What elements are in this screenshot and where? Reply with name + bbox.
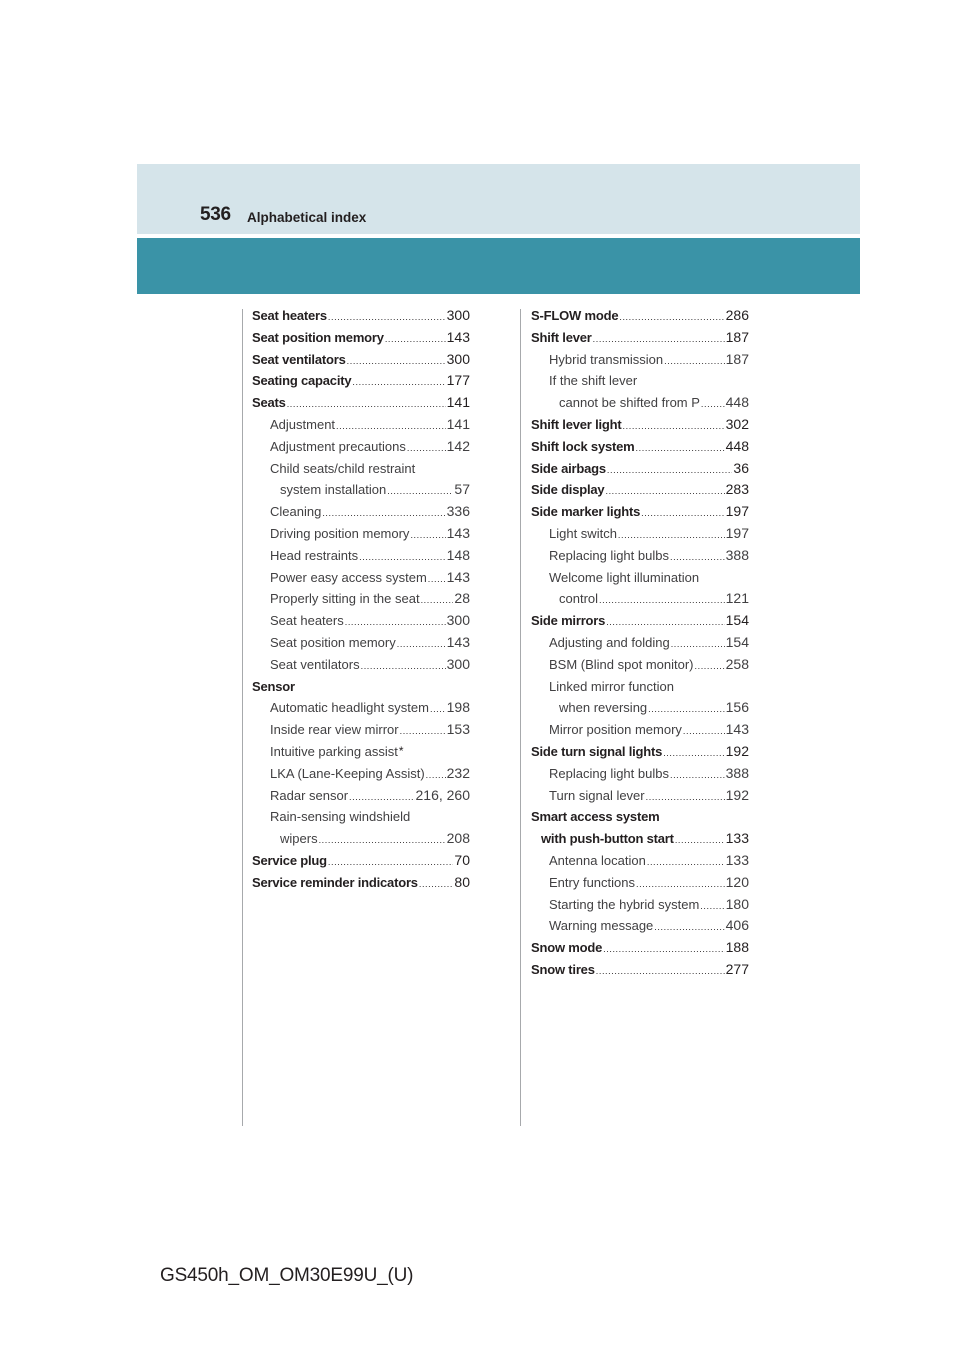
index-entry-adjustment-precautions: [252, 436, 470, 458]
index-entry-mirror-position-memory: [531, 719, 749, 741]
dot-leader: [352, 372, 445, 394]
entry-page-number: 148: [446, 546, 470, 563]
manual-code: GS450h_OM_OM30E99U_(U): [160, 1265, 414, 1286]
entry-page-number: 300: [446, 612, 470, 629]
index-entry-automatic-headlight-system: [252, 697, 470, 719]
entry-page-number: 141: [446, 394, 470, 411]
entry-page-number: 300: [446, 655, 470, 672]
dot-leader: [670, 547, 725, 569]
index-entry-seat-ventilators: [252, 349, 470, 371]
index-entry-warning-message: [531, 915, 749, 937]
entry-page-number: 300: [446, 307, 470, 323]
entry-page-number: 57: [454, 481, 470, 498]
entry-page-number: 198: [446, 699, 470, 716]
index-entry-service-reminder-indicators: [252, 872, 470, 894]
entry-term: when reversing: [559, 700, 648, 716]
entry-term: Mirror position memory: [549, 722, 682, 738]
dot-leader: [385, 329, 446, 351]
index-entry-antenna-location: [531, 850, 749, 872]
index-entry-cleaning: [252, 501, 470, 523]
entry-page-number: 156: [725, 699, 749, 716]
entry-term: S-FLOW mode: [531, 308, 619, 323]
index-entry-replacing-light-bulbs: [531, 763, 749, 785]
entry-page-number: 192: [725, 786, 749, 803]
dot-leader: [322, 503, 445, 525]
entry-term: Head restraints: [270, 547, 359, 563]
dot-leader: [675, 830, 725, 852]
entry-term: Shift lever: [531, 329, 592, 345]
entry-term: Power easy access system: [270, 569, 427, 585]
entry-term: Sensor: [252, 678, 295, 694]
index-entry-hybrid-transmission: [531, 349, 749, 371]
dot-leader: [359, 547, 445, 569]
entry-term: Warning message: [549, 918, 654, 934]
entry-page-number: 302: [725, 415, 749, 432]
dot-leader: [319, 830, 446, 852]
entry-page-number: 143: [446, 633, 470, 650]
dot-leader: [603, 939, 724, 961]
dot-leader: [606, 612, 724, 634]
index-entry-snow-mode: [531, 937, 749, 959]
entry-term: Adjusting and folding: [549, 634, 670, 650]
entry-term: Starting the hybrid system: [549, 896, 700, 912]
dot-leader: [648, 699, 724, 721]
entry-page-number: 28: [454, 590, 470, 607]
right-column-rule: [520, 309, 521, 1126]
entry-term: Shift lock system: [531, 438, 635, 454]
dot-leader: [596, 961, 725, 983]
index-entry-replacing-light-bulbs: [531, 545, 749, 567]
dot-leader: [607, 460, 733, 482]
dot-leader: [328, 852, 454, 874]
dot-leader: [328, 307, 446, 329]
index-entry-seats: [252, 392, 470, 414]
entry-term: Seat heaters: [252, 308, 327, 323]
dot-leader: [426, 765, 446, 787]
index-entry-entry-functions: [531, 872, 749, 894]
entry-term: Properly sitting in the seat: [270, 591, 420, 607]
entry-term: Light switch: [549, 525, 617, 541]
index-entry-lka-lane-keeping-assist: [252, 763, 470, 785]
dot-leader: [428, 569, 446, 591]
index-entry-inside-rear-view-mirror: [252, 719, 470, 741]
entry-term: Replacing light bulbs: [549, 765, 669, 781]
dot-leader: [636, 874, 725, 896]
dot-leader: [421, 590, 454, 612]
index-entry-side-mirrors: [531, 610, 749, 632]
entry-term: Service reminder indicators: [252, 874, 418, 890]
entry-term: with push-button start: [541, 831, 674, 847]
entry-term: Hybrid transmission: [549, 351, 664, 367]
entry-page-number: 154: [725, 612, 749, 629]
entry-page-number: 121: [725, 590, 749, 607]
index-entry-radar-sensor: [252, 785, 470, 807]
dot-leader: [349, 787, 414, 809]
entry-term: Intuitive parking assist: [270, 743, 398, 759]
dot-leader: [599, 590, 725, 612]
entry-term: cannot be shifted from P: [559, 395, 700, 411]
index-entry-seating-capacity: [252, 370, 470, 392]
index-entry-system-installation: [252, 479, 470, 501]
index-entry-turn-signal-lever: [531, 785, 749, 807]
dot-leader: [410, 525, 445, 547]
entry-page-number: 388: [725, 546, 749, 563]
entry-page-number: 188: [725, 939, 749, 956]
dot-leader: [701, 394, 725, 416]
dot-leader: [605, 481, 724, 503]
index-entry-seat-heaters: [252, 610, 470, 632]
entry-page-number: 143: [725, 721, 749, 738]
entry-page-number: 187: [725, 350, 749, 367]
entry-page-number: 406: [725, 917, 749, 934]
dot-leader: [336, 416, 446, 438]
index-entry-wipers: [252, 828, 470, 850]
entry-page-number: 143: [446, 328, 470, 345]
index-entry-seat-heaters: [252, 305, 470, 327]
entry-term: Seating capacity: [252, 373, 352, 389]
dot-leader: [387, 481, 453, 503]
entry-page-number: 154: [725, 633, 749, 650]
entry-term: Seats: [252, 395, 286, 411]
left-column-rule: [242, 309, 243, 1126]
index-entry-adjusting-and-folding: [531, 632, 749, 654]
index-entry-when-reversing: [531, 697, 749, 719]
entry-page-number: 286: [725, 307, 749, 323]
index-entry-side-airbags: [531, 458, 749, 480]
page-number: 536: [200, 204, 231, 225]
entry-term: Side marker lights: [531, 504, 641, 520]
entry-page-number: 187: [725, 328, 749, 345]
dot-leader: [361, 656, 446, 678]
entry-term: Adjustment precautions: [270, 438, 406, 454]
entry-term: Shift lever light: [531, 416, 622, 432]
index-entry-service-plug: [252, 850, 470, 872]
entry-term: Child seats/child restraint: [270, 460, 416, 476]
dot-leader: [287, 394, 446, 416]
index-entry-shift-lever-light: [531, 414, 749, 436]
entry-term: Side mirrors: [531, 613, 606, 629]
dot-leader: [663, 743, 724, 765]
index-entry-seat-ventilators: [252, 654, 470, 676]
entry-term: Entry functions: [549, 874, 635, 890]
entry-page-number: 143: [446, 524, 470, 541]
entry-page-number: 133: [725, 830, 749, 847]
entry-page-number: 300: [446, 350, 470, 367]
entry-term: LKA (Lane-Keeping Assist): [270, 765, 425, 781]
index-entry-seat-position-memory: [252, 327, 470, 349]
entry-term: Adjustment: [270, 416, 336, 432]
dot-leader: [664, 351, 724, 373]
entry-term: Seat position memory: [270, 634, 396, 650]
entry-term: Side display: [531, 482, 605, 498]
index-entry-snow-tires: [531, 959, 749, 981]
section-title: Alphabetical index: [247, 210, 367, 225]
dot-leader: [683, 721, 725, 743]
entry-term: Cleaning: [270, 504, 322, 520]
entry-page-number: 180: [725, 895, 749, 912]
header-band: [137, 164, 860, 234]
entry-term: Automatic headlight system: [270, 700, 429, 716]
entry-page-number: 336: [446, 503, 470, 520]
dot-leader: [670, 765, 725, 787]
entry-term: Snow tires: [531, 961, 595, 977]
dot-leader: [407, 438, 446, 460]
entry-page-number: 133: [725, 851, 749, 868]
index-entry-power-easy-access-system: [252, 567, 470, 589]
entry-page-number: 142: [446, 437, 470, 454]
entry-term: BSM (Blind spot monitor): [549, 656, 694, 672]
index-entry-side-turn-signal-lights: [531, 741, 749, 763]
index-entry-light-switch: [531, 523, 749, 545]
dot-leader: [347, 351, 446, 373]
entry-term: wipers: [280, 831, 318, 847]
entry-term: Antenna location: [549, 852, 646, 868]
entry-page-number: 232: [446, 764, 470, 781]
entry-page-number: 197: [725, 524, 749, 541]
dot-leader: [397, 634, 446, 656]
index-entry-head-restraints: [252, 545, 470, 567]
dot-leader: [619, 307, 724, 329]
dot-leader: [400, 721, 446, 743]
entry-page-number: 448: [725, 394, 749, 411]
dot-leader: [593, 329, 725, 351]
entry-term: system installation: [280, 482, 387, 498]
entry-page-number: 141: [446, 415, 470, 432]
index-column-right: [531, 305, 749, 981]
index-entry-adjustment: [252, 414, 470, 436]
entry-page-number: 388: [725, 764, 749, 781]
entry-page-number: 120: [725, 873, 749, 890]
dot-leader: [419, 874, 454, 896]
index-entry-if-the-shift-lever: [531, 370, 749, 392]
index-entry-side-marker-lights: [531, 501, 749, 523]
entry-term: Seat ventilators: [270, 656, 360, 672]
entry-page-number: 192: [725, 742, 749, 759]
index-entry-s-flow-mode: [531, 305, 749, 327]
entry-page-number: 258: [725, 655, 749, 672]
entry-page-number: 143: [446, 568, 470, 585]
index-entry-starting-the-hybrid-system: [531, 894, 749, 916]
entry-term: Side airbags: [531, 460, 606, 476]
index-entry-intuitive-parking-assist: Intuitive parking assist *: [252, 741, 470, 763]
entry-term: If the shift lever: [549, 373, 638, 389]
dot-leader: [618, 525, 725, 547]
dot-leader: [430, 699, 446, 721]
entry-page-number: 208: [446, 830, 470, 847]
index-entry-control: [531, 588, 749, 610]
header-color-bar: [137, 238, 860, 294]
entry-term: control: [559, 591, 599, 607]
index-entry-sensor: [252, 676, 470, 698]
index-entry-with-push-button-start: [531, 828, 749, 850]
entry-page-number: 448: [725, 437, 749, 454]
index-entry-shift-lever: [531, 327, 749, 349]
entry-page-number: 177: [446, 372, 470, 389]
entry-page-number: 197: [725, 503, 749, 520]
index-entry-child-seats-child-restraint: [252, 458, 470, 480]
dot-leader: [671, 634, 725, 656]
entry-page-number: 36: [733, 459, 749, 476]
index-entry-seat-position-memory: [252, 632, 470, 654]
entry-term: Seat position memory: [252, 329, 384, 345]
entry-term: Side turn signal lights: [531, 743, 663, 759]
entry-term: Replacing light bulbs: [549, 547, 669, 563]
entry-term: Welcome light illumination: [549, 569, 700, 585]
index-entry-driving-position-memory: [252, 523, 470, 545]
entry-term: Rain-sensing windshield: [270, 809, 411, 825]
entry-page-number: 283: [725, 481, 749, 498]
entry-page-number: 216, 260: [415, 786, 470, 803]
entry-term: Linked mirror function: [549, 678, 674, 694]
index-entry-cannot-be-shifted-from-p: [531, 392, 749, 414]
dot-leader: [647, 852, 725, 874]
entry-term: Radar sensor: [270, 787, 349, 803]
entry-page-number: 153: [446, 721, 470, 738]
entry-page-number: 80: [454, 873, 470, 890]
dot-leader: [700, 896, 724, 918]
index-entry-side-display: [531, 479, 749, 501]
dot-leader: [654, 917, 724, 939]
index-entry-smart-access-system: [531, 806, 749, 828]
entry-term: Turn signal lever: [549, 787, 645, 803]
index-entry-bsm-blind-spot-monitor: [531, 654, 749, 676]
entry-term: Driving position memory: [270, 525, 410, 541]
entry-term: Service plug: [252, 852, 327, 868]
entry-term: Smart access system: [531, 809, 660, 825]
index-entry-properly-sitting-in-the-seat: [252, 588, 470, 610]
entry-page-number: 277: [725, 960, 749, 977]
index-entry-shift-lock-system: [531, 436, 749, 458]
dot-leader: [623, 416, 725, 438]
dot-leader: [641, 503, 725, 525]
index-entry-rain-sensing-windshield: [252, 806, 470, 828]
dot-leader: [636, 438, 725, 460]
entry-term: Snow mode: [531, 940, 603, 956]
entry-term: Seat ventilators: [252, 351, 346, 367]
index-entry-linked-mirror-function: [531, 676, 749, 698]
index-column-left: [252, 305, 470, 894]
dot-leader: [345, 612, 446, 634]
index-entry-welcome-light-illumination: [531, 567, 749, 589]
entry-page-number: 70: [454, 851, 470, 868]
dot-leader: [695, 656, 725, 678]
dot-leader: [646, 787, 725, 809]
entry-term: Seat heaters: [270, 613, 344, 629]
entry-term: Inside rear view mirror: [270, 722, 399, 738]
